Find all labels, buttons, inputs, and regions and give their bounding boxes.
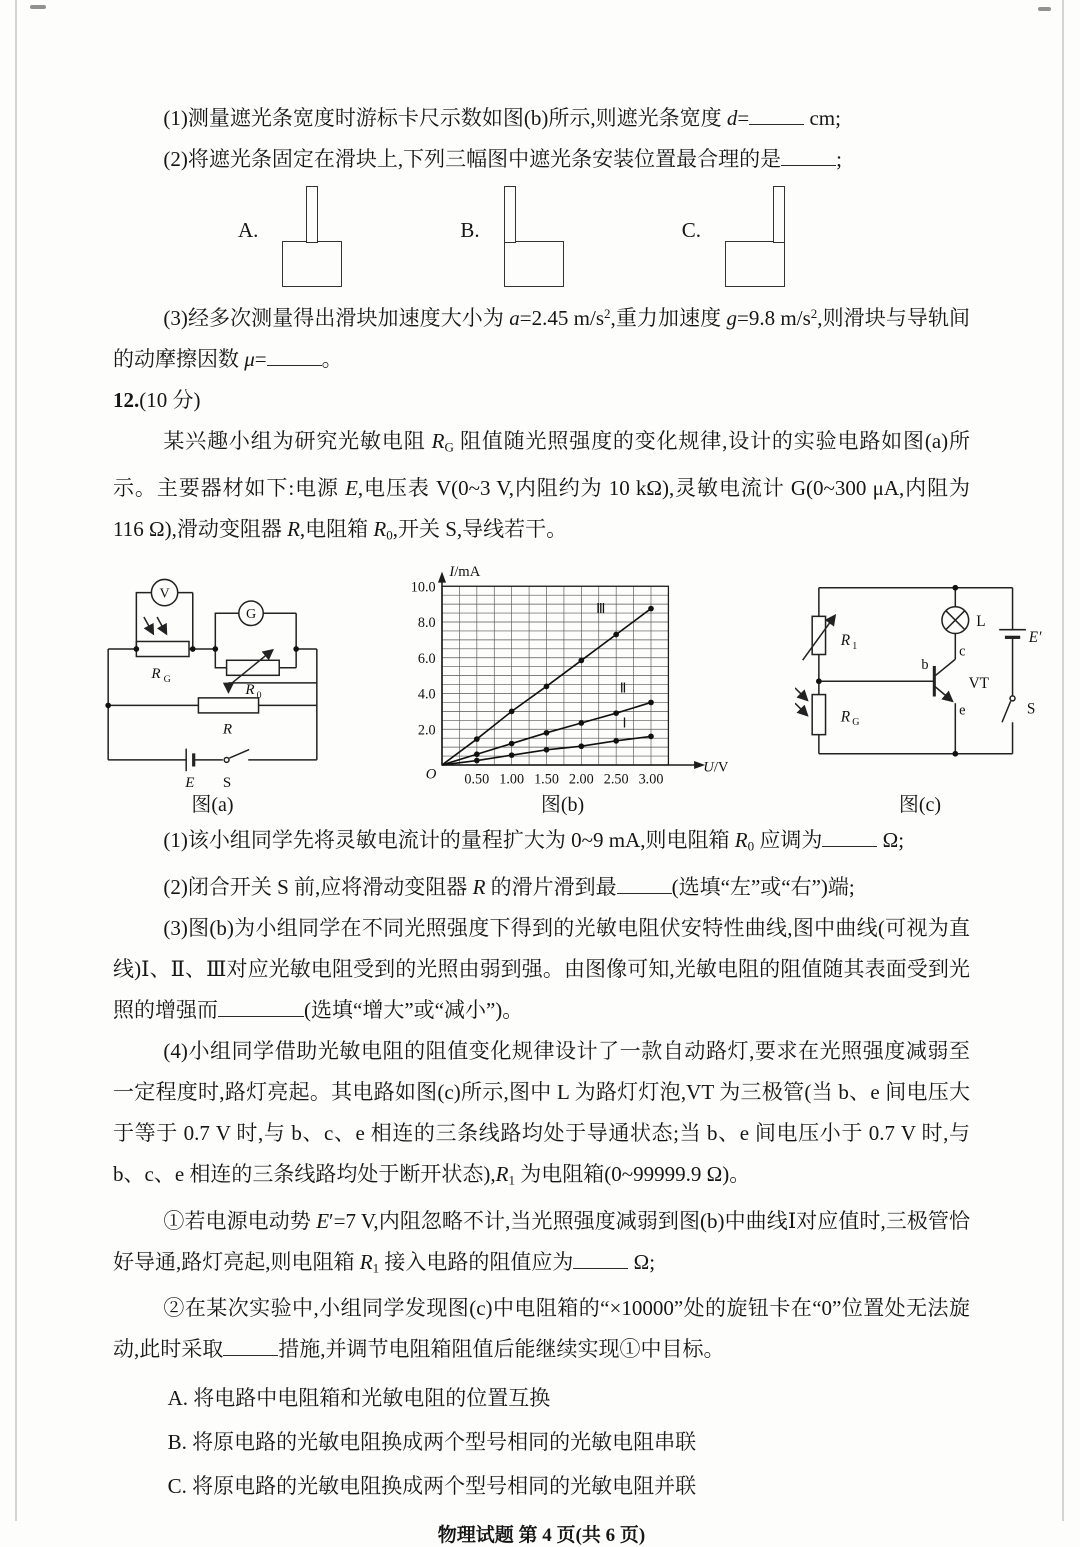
collector-label: c (959, 643, 966, 660)
svg-text:1.50: 1.50 (533, 771, 559, 788)
scan-artifact (1038, 7, 1051, 11)
light-gate-strip (773, 186, 785, 243)
answer-blank (781, 163, 836, 166)
svg-text:10.0: 10.0 (410, 579, 436, 596)
transistor-emitter (934, 686, 952, 701)
resistance-box-label-sub: 1 (852, 640, 858, 652)
rheostat-label: R (222, 721, 233, 738)
base-label: b (921, 656, 929, 673)
emitter-label: e (959, 702, 966, 719)
choice-b: B. 将原电路的光敏电阻换成两个型号相同的光敏电阻串联 (167, 1430, 697, 1455)
transistor-label: VT (968, 674, 990, 692)
choice-list (113, 1378, 970, 1507)
scan-edge-right (1062, 0, 1064, 1521)
q12-intro: 某兴趣小组为研究光敏电阻 $R_G$ 阻值随光照强度的变化规律,设计的实验电路如图(a)所示。主要器材如下:电源 E,电压表 V(0~3 V,内阻约为 10 kΩ),灵敏电流计 G(0~300 μA,内阻为 116 Ω),滑动变阻器 R,电阻箱 $R_0$,开关 S,导线若干。 (113, 429, 971, 543)
answer-blank (573, 1266, 628, 1269)
q11-part1: (1)测量遮光条宽度时游标卡尺示数如图(b)所示,则遮光条宽度 d= cm; (163, 106, 841, 130)
scan-artifact (30, 5, 46, 9)
svg-text:Ⅰ: Ⅰ (621, 715, 627, 731)
photoresistor-label-sub: G (852, 716, 860, 728)
figure-c-caption: 图(c) (898, 794, 942, 817)
svg-text:8.0: 8.0 (417, 615, 436, 632)
svg-text:0.50: 0.50 (463, 771, 489, 788)
option-c-label: C. (681, 218, 701, 242)
light-arrow-icon (795, 703, 807, 715)
q11-part3: (3)经多次测量得出滑块加速度大小为 a=2.45 $m/s^2$,重力加速度 g=9.8 $m/s^2$,则滑块与导轨间的动摩擦因数 μ= 。 (113, 306, 971, 372)
q12-heading: 12.(10 分) (113, 388, 201, 413)
circuit-a-figure (95, 555, 330, 795)
light-arrow-icon (144, 617, 153, 634)
switch-label: S (222, 774, 232, 791)
circuit-a-wires (108, 579, 317, 771)
variable-arrow-icon (232, 650, 272, 683)
option-figures-row (113, 184, 970, 289)
slider-block (504, 241, 564, 287)
answer-blank (617, 891, 672, 894)
light-gate-strip (504, 186, 516, 243)
svg-text:U/V: U/V (702, 759, 728, 776)
resistance-box-symbol (227, 660, 280, 675)
svg-text:Ⅱ: Ⅱ (619, 680, 627, 696)
scan-edge-left (15, 0, 17, 1521)
slider-strip-left (504, 186, 564, 287)
svg-text:2.50: 2.50 (603, 771, 629, 788)
option-a-label: A. (238, 218, 259, 242)
q12-sub2: ②在某次实验中,小组同学发现图(c)中电阻箱的“×10000”处的旋钮卡在“0”位置处无法旋动,此时采取 措施,并调节电阻箱阻值后能继续实现①中目标。 (113, 1296, 970, 1362)
svg-text:6.0: 6.0 (417, 650, 436, 667)
figure-a (95, 555, 330, 817)
figure-option-b (460, 184, 563, 287)
light-arrow-icon (795, 688, 807, 700)
slider-strip-center (282, 186, 342, 287)
answer-blank (223, 1353, 278, 1356)
answer-blank (218, 1014, 304, 1017)
figure-a-caption: 图(a) (191, 794, 234, 817)
battery-label: E (185, 774, 195, 791)
figure-option-a (238, 184, 342, 287)
circuit-c-wires (795, 587, 1026, 753)
answer-blank (822, 844, 877, 847)
figure-c (795, 561, 1045, 817)
variable-arrow-icon (803, 615, 835, 660)
resistance-box-symbol (812, 616, 825, 654)
option-b-label: B. (460, 218, 480, 242)
resistance-box-label: R (245, 681, 255, 698)
photoresistor-label: R (151, 665, 161, 682)
figures-row (95, 561, 1045, 816)
svg-text:2.00: 2.00 (568, 771, 594, 788)
svg-text:O: O (425, 766, 436, 783)
svg-text:I/mA: I/mA (448, 564, 480, 581)
resistance-box-label: R (840, 631, 851, 649)
galvanometer-label: G (245, 605, 257, 622)
svg-text:2.0: 2.0 (417, 722, 436, 739)
lamp-label: L (976, 612, 986, 630)
light-arrow-icon (157, 617, 166, 634)
q12-part1: (1)该小组同学先将灵敏电流计的量程扩大为 0~9 mA,则电阻箱 $R_0$ 应调为 Ω; (163, 828, 905, 855)
figure-option-c (682, 184, 785, 287)
q11-part2: (2)将遮光条固定在滑块上,下列三幅图中遮光条安装位置最合理的是 ; (163, 147, 842, 171)
svg-text:1.00: 1.00 (498, 771, 524, 788)
photoresistor-symbol (136, 641, 189, 656)
q12-part2: (2)闭合开关 S 前,应将滑动变阻器 R 的滑片滑到最 (选填“左”或“右”)端; (163, 875, 855, 900)
photoresistor-symbol (812, 694, 825, 734)
slider-strip-right (725, 186, 785, 287)
q12-sub1: ①若电源电动势 E′=7 V,内阻忽略不计,当光照强度减弱到图(b)中曲线Ⅰ对应值时,三极管恰好导通,路灯亮起,则电阻箱 $R_1$ 接入电路的阻值应为 Ω; (113, 1208, 971, 1276)
q12-part3: (3)图(b)为小组同学在不同光照强度下得到的光敏电阻伏安特性曲线,图中曲线(可视为直线)Ⅰ、Ⅱ、Ⅲ对应光敏电阻受到的光照由弱到强。由图像可知,光敏电阻的阻值随其表面受到光照的增强而 (选填“增大”或“减小”)。 (113, 916, 970, 1023)
switch-lever (1002, 701, 1011, 722)
slider-block (282, 241, 342, 287)
figure-b-caption: 图(b) (540, 794, 585, 817)
rheostat-symbol (198, 698, 258, 713)
battery-label: E′ (1028, 628, 1042, 646)
choice-c: C. 将原电路的光敏电阻换成两个型号相同的光敏电阻并联 (167, 1474, 697, 1499)
svg-text:Ⅲ: Ⅲ (595, 601, 606, 617)
slider-block (725, 241, 785, 287)
switch-label: S (1026, 700, 1036, 718)
photoresistor-label-sub: G (163, 673, 171, 685)
circuit-c-figure (795, 561, 1045, 795)
switch-pivot (1010, 696, 1015, 701)
q12-part4: (4)小组同学借助光敏电阻的阻值变化规律设计了一款自动路灯,要求在光照强度减弱至一定程度时,路灯亮起。其电路如图(c)所示,图中 L 为路灯灯泡,VT 为三极管(当 b、e 间电压大于等于 0.7 V 时,与 b、c、e 相连的三条线路均处于导通状态;当 b、e 间电压小于 0.7 V 时,与 b、c、e 相连的三条线路均处于断开状态)$,R_1$ 为电阻箱(0~99999.9 Ω)。 (113, 1039, 970, 1188)
figure-b (398, 556, 728, 816)
resistance-box-label-sub: 0 (256, 689, 262, 701)
answer-blank (749, 122, 804, 125)
lamp-cross (946, 610, 965, 629)
page-footer: 物理试题 第 4 页(共 6 页) (437, 1525, 646, 1547)
photoresistor-label: R (840, 707, 851, 725)
transistor-collector (934, 659, 955, 676)
junction-dots (105, 646, 299, 708)
switch-lever (229, 749, 249, 757)
voltmeter-label: V (159, 585, 170, 602)
choice-a: A. 将电路中电阻箱和光敏电阻的位置互换 (167, 1386, 551, 1411)
answer-blank (267, 363, 322, 366)
junction-dots (816, 585, 958, 757)
light-gate-strip (306, 186, 318, 243)
iv-curve-chart (398, 556, 728, 794)
svg-text:3.00: 3.00 (638, 771, 663, 788)
switch-pivot (224, 757, 229, 762)
svg-text:4.0: 4.0 (417, 686, 436, 703)
